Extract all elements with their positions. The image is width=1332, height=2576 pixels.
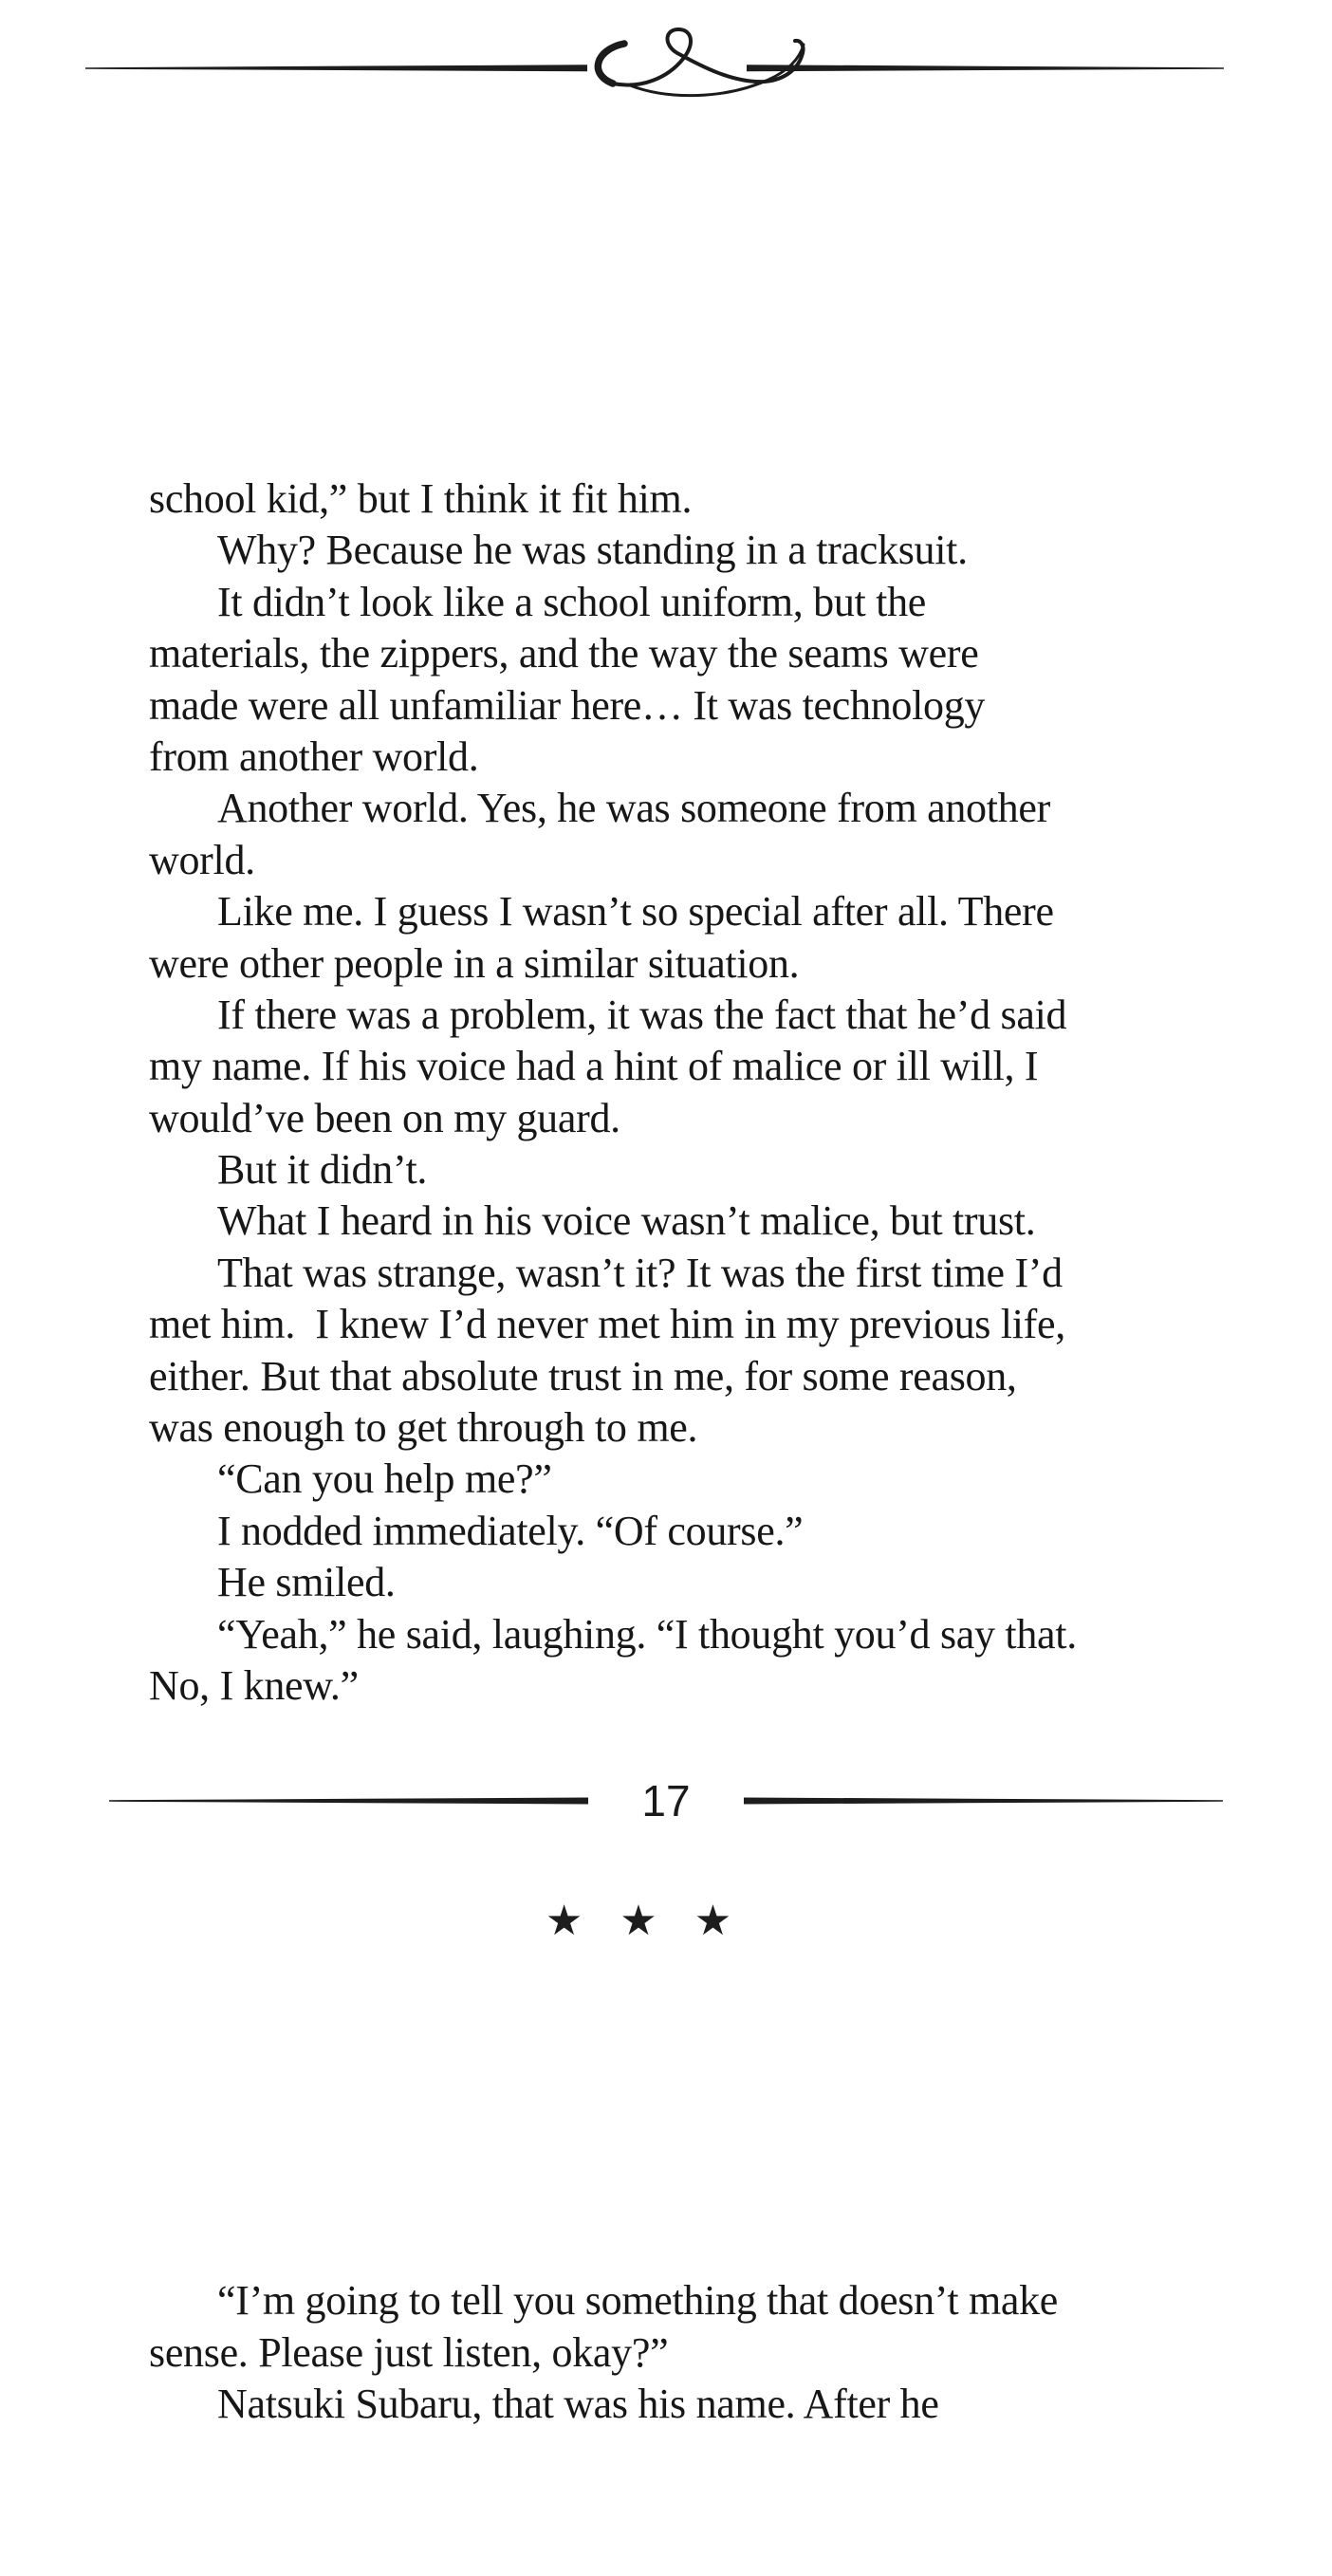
footer-rule-right <box>744 1796 1223 1806</box>
header-rule-left <box>85 65 587 71</box>
body-text-line: No, I knew.” <box>149 1661 359 1709</box>
body-text-line: sense. Please just listen, okay?” <box>149 2328 669 2376</box>
body-text-line: If there was a problem, it was the fact that he’d said <box>217 991 1067 1038</box>
header-rule-right <box>747 65 1224 71</box>
footer-rule-left <box>109 1796 588 1806</box>
body-text-line: made were all unfamiliar here… It was technology <box>149 681 986 729</box>
star-divider-icon: ★ ★ ★ <box>545 1898 746 1945</box>
body-text-line: That was strange, wasn’t it? It was the first time I’d <box>217 1249 1063 1296</box>
body-text-line: I nodded immediately. “Of course.” <box>217 1507 804 1554</box>
body-text-line: Like me. I guess I wasn’t so special after all. There <box>217 888 1054 936</box>
body-text-line: It didn’t look like a school uniform, but the <box>217 578 927 625</box>
flourish-swirl-icon <box>598 29 804 96</box>
body-text-line: met him. I knew I’d never met him in my previous life, <box>149 1301 1065 1348</box>
body-text-line: “Yeah,” he said, laughing. “I thought you’d say that. <box>217 1610 1077 1658</box>
paragraph-group-before-break <box>149 328 1141 1712</box>
body-text-line: Why? Because he was standing in a tracksuit. <box>217 527 968 574</box>
body-text-line: would’ve been on my guard. <box>149 1094 620 1141</box>
body-text-line: “Can you help me?” <box>217 1455 552 1503</box>
scene-break-stars <box>149 1857 1141 1985</box>
body-text-line: was enough to get through to me. <box>149 1404 698 1452</box>
body-text-line: were other people in a similar situation. <box>149 939 800 987</box>
page-number: 17 <box>641 1776 691 1825</box>
body-text <box>149 183 1141 2576</box>
body-text-line: either. But that absolute trust in me, for some reason, <box>149 1352 1017 1399</box>
body-text-line: “I’m going to tell you something that doesn’t make <box>217 2277 1059 2325</box>
body-text-line: materials, the zippers, and the way the seams were <box>149 630 979 677</box>
body-text-line: my name. If his voice had a hint of malice or ill will, I <box>149 1043 1039 1090</box>
body-text-line: But it didn’t. <box>217 1146 428 1194</box>
body-text-line: He smiled. <box>217 1559 396 1606</box>
body-text-line: What I heard in his voice wasn’t malice, but trust. <box>217 1197 1036 1245</box>
header-flourish-divider-icon <box>0 0 1332 123</box>
page-footer <box>0 1772 1332 1829</box>
body-text-line: school kid,” but I think it fit him. <box>149 475 693 522</box>
paragraph-group-after-break <box>149 2130 1141 2430</box>
body-text-line: world. <box>149 836 255 883</box>
body-text-line: Natsuki Subaru, that was his name. After he <box>217 2381 939 2428</box>
body-text-line: Another world. Yes, he was someone from another <box>217 785 1050 832</box>
body-text-line: from another world. <box>149 732 479 780</box>
